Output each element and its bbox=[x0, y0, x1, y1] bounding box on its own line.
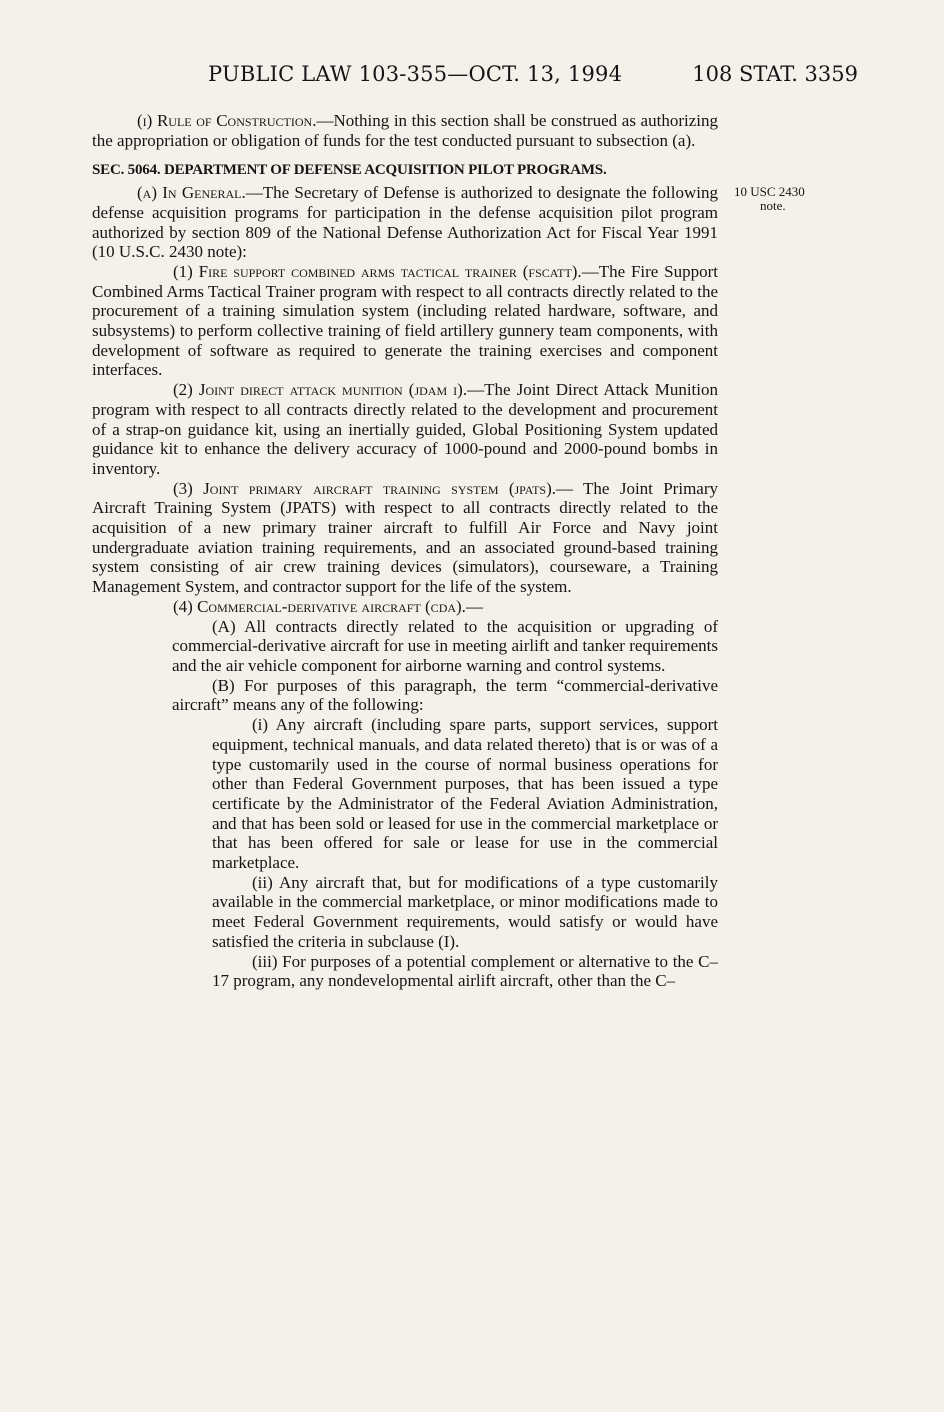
paragraph-3-text: — The Joint Primary Aircraft Training System (JPATS) with respect to all contracts directly related to the acquisition of a new primary trainer aircraft to fulfill Air Force and Navy joint undergraduate aviation training requirements, and an associated ground-based training system consisting of air crew training devices (simulators), courseware, a Training Management System, and contractor support for the life of the system. bbox=[92, 478, 718, 597]
subparagraph-b: (B) For purposes of this paragraph, the term “commercial-derivative aircraft” means any of the following: bbox=[172, 675, 718, 715]
marginal-note-suffix: note. bbox=[760, 198, 786, 213]
subparagraph-a: (A) All contracts directly related to the acquisition or upgrading of commercial-derivative aircraft for use in meeting airlift and tanker requirements and the air vehicle component for airborne warning and control systems. bbox=[172, 616, 718, 675]
clause-iii: (iii) For purposes of a potential complement or alternative to the C–17 program, any nondevelopmental airlift aircraft, other than the C– bbox=[212, 951, 718, 991]
paragraph-3 bbox=[92, 479, 718, 597]
paragraph-4 bbox=[92, 597, 718, 617]
paragraph-2-heading: (2) Joint direct attack munition (jdam i). bbox=[173, 380, 468, 400]
paragraph-2-text: —The Joint Direct Attack Munition program with respect to all contracts directly related to the development and procurement of a strap-on guidance kit, using an inertially guided, Global Positioning System updated guidance kit to enhance the delivery accuracy of 1000-pound and 2000-pound bombs in inventory. bbox=[92, 380, 718, 478]
header-page-number: 108 STAT. 3359 bbox=[692, 62, 858, 86]
subsection-a bbox=[92, 183, 718, 262]
rule-text: —Nothing in this section shall be construed as authorizing the appropriation or obligation of funds for the test conducted pursuant to subsection (a). bbox=[92, 111, 718, 150]
paragraph-3-heading: (3) Joint primary aircraft training system (jpats). bbox=[173, 478, 557, 498]
paragraph-1-text: —The Fire Support Combined Arms Tactical Trainer program with respect to all contracts directly related to the procurement of a training simulation system (including related hardware, software, and subsystems) to perform collective training of field artillery gunnery team components, with development of software as required to generate the training exercises and component interfaces. bbox=[92, 261, 719, 380]
rule-of-construction bbox=[92, 111, 718, 150]
subsection-a-heading: (a) In General. bbox=[137, 183, 246, 203]
paragraph-2 bbox=[92, 380, 718, 479]
rule-heading: (i) Rule of Construction. bbox=[137, 111, 317, 130]
clause-ii: (ii) Any aircraft that, but for modifications of a type customarily available in the commercial marketplace, or minor modifications made to meet Federal Government requirements, would satisfy or would have satisfied the criteria in subclause (I). bbox=[212, 872, 718, 951]
paragraph-1-heading: (1) Fire support combined arms tactical trainer (fscatt). bbox=[173, 261, 582, 281]
page-header bbox=[0, 62, 944, 92]
paragraph-4-heading: (4) Commercial-derivative aircraft (cda). bbox=[173, 596, 466, 616]
document-body bbox=[92, 111, 718, 991]
paragraph-1 bbox=[92, 262, 718, 380]
paragraph-4-text: — bbox=[465, 596, 483, 616]
header-title: PUBLIC LAW 103-355—OCT. 13, 1994 bbox=[208, 62, 623, 86]
clause-i: (i) Any aircraft (including spare parts, support services, support equipment, technical manuals, and data related thereto) that is or was of a type customarily used in the course of normal business operations for other than Federal Government purposes, that has been issued a type certificate by the Administrator of the Federal Aviation Administration, and that has been sold or leased for use in the commercial marketplace or that has been offered for sale or lease for use in the commercial marketplace. bbox=[212, 715, 718, 873]
subsection-a-text: —The Secretary of Defense is authorized to designate the following defense acquisition programs for participation in the defense acquisition pilot program authorized by section 809 of the National Defense Authorization Act for Fiscal Year 1991 (10 U.S.C. 2430 note): bbox=[92, 183, 719, 262]
marginal-note bbox=[734, 185, 854, 213]
marginal-citation: 10 USC 2430 bbox=[734, 184, 805, 199]
section-heading: SEC. 5064. DEPARTMENT OF DEFENSE ACQUISITION PILOT PROGRAMS. bbox=[92, 162, 607, 179]
